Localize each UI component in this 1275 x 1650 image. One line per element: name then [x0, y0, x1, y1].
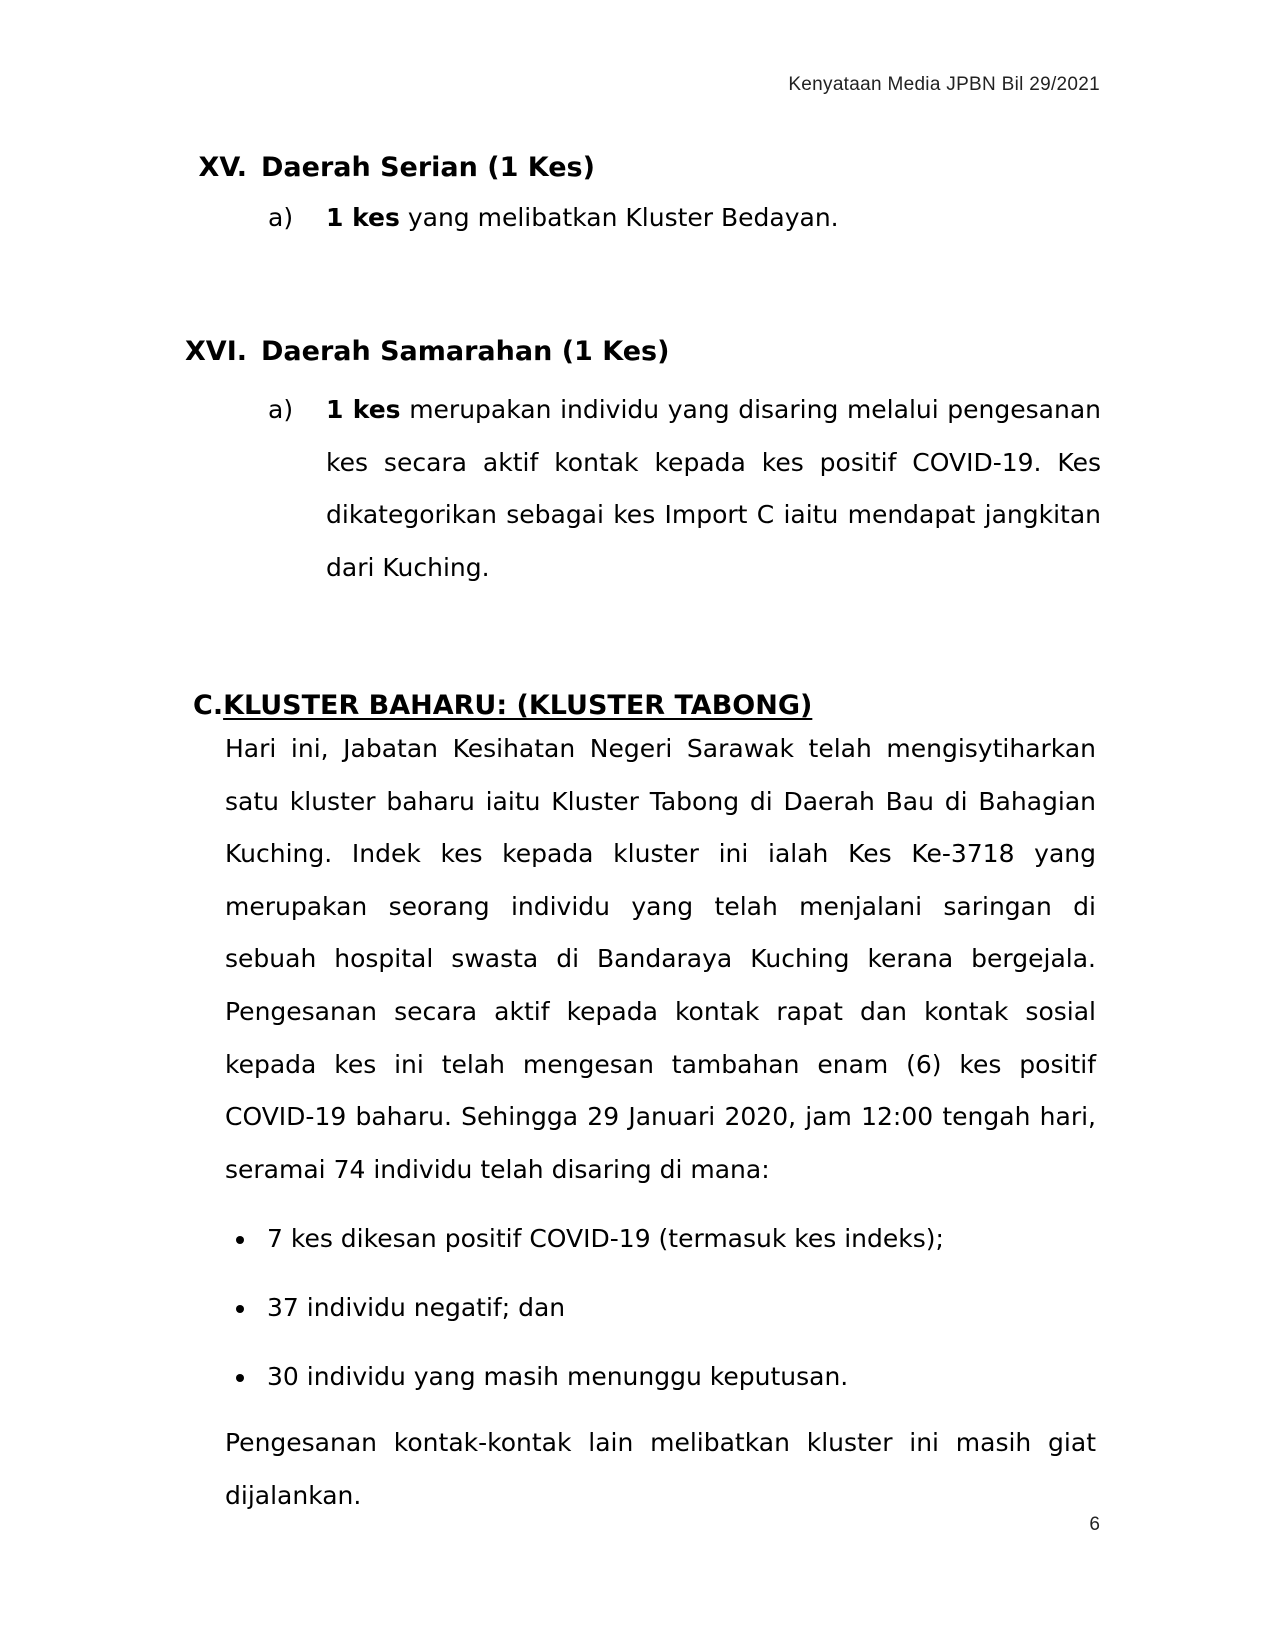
- list-item: [225, 1293, 1096, 1362]
- closing-paragraph: Pengesanan kontak-kontak lain melibatkan kluster ini masih giat dijalankan.: [225, 1428, 1096, 1510]
- item-marker: a): [268, 203, 294, 232]
- item-text: [326, 384, 1101, 594]
- page-header: Kenyataan Media JPBN Bil 29/2021: [788, 74, 1100, 95]
- list-item: [268, 384, 1101, 594]
- section-numeral: XV.: [198, 152, 247, 183]
- section-title: Daerah Serian (1 Kes): [261, 152, 595, 183]
- section-numeral: XVI.: [184, 336, 247, 367]
- bullet-icon: [236, 1236, 244, 1244]
- section-heading-c: [193, 690, 812, 721]
- section-title: Daerah Samarahan (1 Kes): [261, 336, 670, 367]
- page-number: 6: [1089, 1514, 1100, 1535]
- section-heading-xvi: [184, 336, 670, 367]
- list-item: [225, 1224, 1096, 1293]
- item-body-text: yang melibatkan Kluster Bedayan.: [399, 203, 839, 232]
- section-heading-xv: [198, 152, 595, 183]
- item-marker: a): [268, 395, 294, 424]
- body-paragraph: Hari ini, Jabatan Kesihatan Negeri Sarawak telah mengisytiharkan satu kluster baharu iaitu Kluster Tabong di Daerah Bau di Bahagian Kuching. Indek kes kepada kluster ini ialah Kes Ke-3718 yang merupakan seorang individu yang telah menjalani saringan di sebuah hospital swasta di Bandaraya Kuching kerana bergejala. Pengesanan secara aktif kepada kontak rapat dan kontak sosial kepada kes ini telah mengesan tambahan enam (6) kes positif COVID-19 baharu. Sehingga 29 Januari 2020, jam 12:00 tengah hari, seramai 74 individu telah disaring di mana:: [225, 734, 1096, 1184]
- bullet-icon: [236, 1374, 244, 1382]
- bullet-icon: [236, 1305, 244, 1313]
- bullet-text: 30 individu yang masih menunggu keputusan.: [267, 1362, 849, 1391]
- bullet-text: 37 individu negatif; dan: [267, 1293, 566, 1322]
- item-body-text: merupakan individu yang disaring melalui pengesanan kes secara aktif kontak kepada kes positif COVID-19. Kes dikategorikan sebagai kes Import C iaitu mendapat jangkitan dari Kuching.: [326, 395, 1101, 582]
- list-item: [268, 192, 1101, 245]
- section-title: KLUSTER BAHARU: (KLUSTER TABONG): [223, 690, 813, 721]
- section-label: C.: [193, 690, 224, 721]
- bullet-text: 7 kes dikesan positif COVID-19 (termasuk kes indeks);: [267, 1224, 944, 1253]
- item-bold-text: 1 kes: [326, 203, 400, 232]
- item-text: [326, 192, 1101, 245]
- item-bold-text: 1 kes: [326, 395, 401, 424]
- bullet-list: [225, 1224, 1096, 1431]
